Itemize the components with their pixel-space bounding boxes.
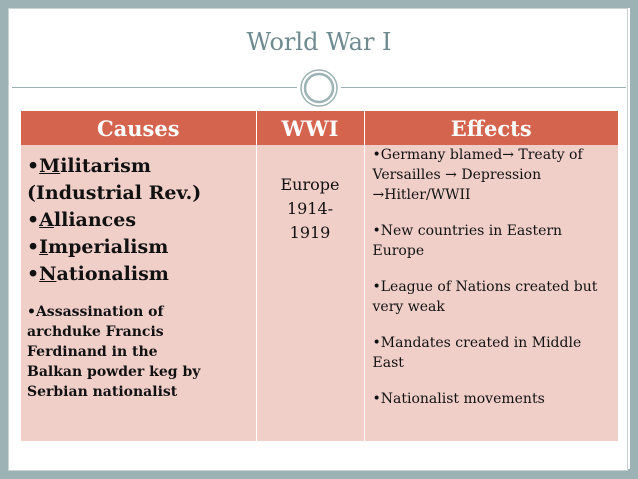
title-rule-left — [12, 87, 297, 88]
effect-germany-blamed: •Germany blamed→ Treaty of Versailles → Depression →Hitler/WWII — [372, 147, 583, 203]
wwi-end-year: 1919 — [289, 223, 331, 242]
effect-league-of-nations: •League of Nations created but very weak — [372, 279, 598, 315]
title-rule-right — [341, 87, 626, 88]
wwi-start-year: 1914- — [286, 199, 334, 218]
cause-militarism: •Militarism — [27, 155, 151, 177]
slide-left-border — [0, 0, 8, 479]
cause-assassination-line: archduke Francis — [27, 324, 164, 340]
cause-nationalism: •Nationalism — [27, 263, 169, 285]
circle-ornament-icon — [299, 68, 339, 108]
header-causes: Causes — [21, 111, 256, 145]
cause-assassination-line: Balkan powder keg by — [27, 364, 201, 380]
cause-assassination-line: Ferdinand in the — [27, 344, 158, 360]
cause-industrial-rev: (Industrial Rev.) — [27, 182, 202, 204]
effect-nationalist-movements: •Nationalist movements — [372, 391, 545, 407]
effect-mandates: •Mandates created in Middle East — [372, 335, 582, 371]
wwi-location: Europe — [280, 175, 340, 194]
effects-cell — [364, 145, 618, 441]
cause-assassination-line: Serbian nationalist — [27, 384, 178, 400]
causes-cell — [21, 145, 256, 441]
wwi-cell — [256, 145, 364, 441]
effect-new-countries: •New countries in Eastern Europe — [372, 223, 563, 259]
causes-effects-table — [21, 111, 618, 441]
slide-right-border — [630, 0, 638, 479]
slide-top-border — [0, 0, 638, 8]
cause-alliances: •Alliances — [27, 209, 137, 231]
cause-assassination-line: •Assassination of — [27, 304, 164, 320]
header-wwi: WWI — [256, 111, 364, 145]
table-header-row — [21, 111, 618, 145]
slide-title: World War I — [246, 28, 392, 56]
cause-imperialism: •Imperialism — [27, 236, 169, 258]
table-row — [21, 145, 618, 441]
header-effects: Effects — [364, 111, 618, 145]
